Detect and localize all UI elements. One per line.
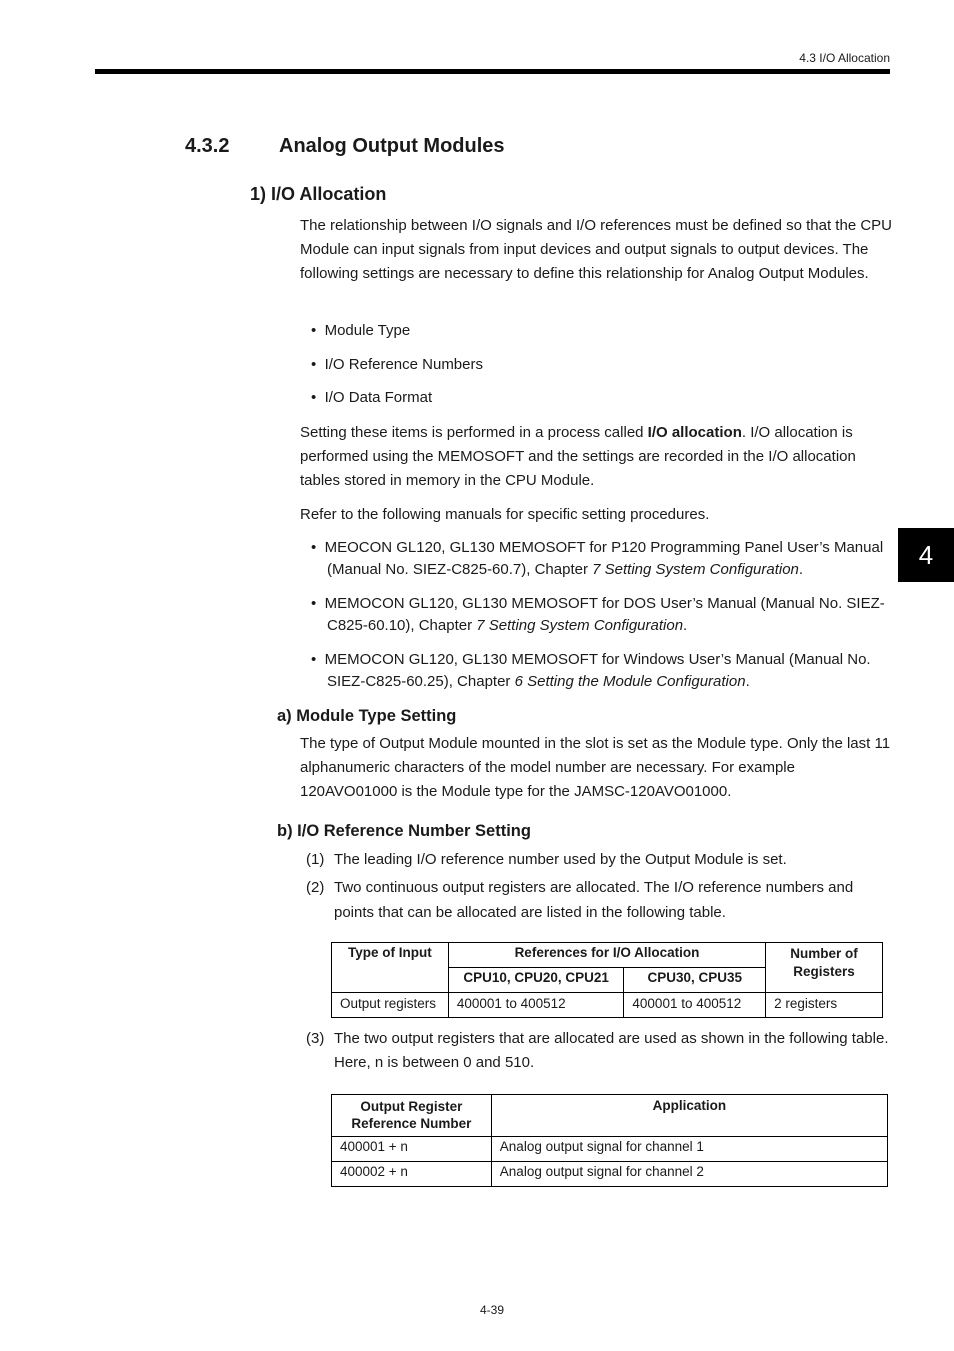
header-cpu-group-a: CPU10, CPU20, CPU21 (448, 968, 624, 993)
chapter-tab: 4 (898, 528, 954, 582)
allocation-term: I/O allocation (647, 424, 742, 441)
numbered-item: (3) The two output registers that are allocated are used as shown in the following table. Here, n is between 0 and 510. (306, 1030, 889, 1071)
manual-reference: • MEMOCON GL120, GL130 MEMOSOFT for DOS User’s Manual (Manual No. SIEZ-C825-60.10), Chapter 7 Setting System Configuration. (311, 595, 885, 634)
settings-item-label: I/O Data Format (324, 389, 433, 406)
cell-reference: 400001 + n (332, 1137, 492, 1162)
cell-reference: 400002 + n (332, 1162, 492, 1187)
section-number: 4.3.2 (185, 135, 230, 157)
page-number: 4-39 (479, 1303, 505, 1317)
module-type-paragraph: The type of Output Module mounted in the slot is set as the Module type. Only the last 11 alphanumeric characters of the model number are necessary. For example 120AVO01000 is the Module type for the JAMSC-120AVO01000. (300, 735, 891, 800)
usage-table (331, 1094, 888, 1187)
allocation-table (331, 942, 883, 1018)
subsection-heading: 1) I/O Allocation (250, 184, 387, 204)
cell-application: Analog output signal for channel 2 (491, 1162, 887, 1187)
running-head: 4.3 I/O Allocation (799, 51, 890, 65)
header-type-of-input: Type of Input (332, 943, 449, 993)
table-row (332, 993, 883, 1018)
cell-type: Output registers (332, 993, 449, 1018)
settings-list-item: • I/O Data Format (311, 389, 433, 406)
cell-cpu-a-range: 400001 to 400512 (448, 993, 624, 1018)
table-row (332, 1137, 888, 1162)
reference-number-heading: b) I/O Reference Number Setting (277, 822, 531, 840)
header-application: Application (491, 1095, 887, 1137)
manual-reference: • MEOCON GL120, GL130 MEMOSOFT for P120 Programming Panel User’s Manual (Manual No. SIEZ-C825-60.7), Chapter 7 Setting System Configuration. (311, 539, 884, 578)
intro-paragraph: The relationship between I/O signals and I/O references must be defined so that the CPU Module can input signals from input devices and output signals to output devices. The following settings are necessary to define this relationship for Analog Output Modules. (300, 217, 892, 282)
manual-reference: • MEMOCON GL120, GL130 MEMOSOFT for Windows User’s Manual (Manual No. SIEZ-C825-60.25), Chapter 6 Setting the Module Configuration. (311, 651, 871, 690)
settings-item-label: I/O Reference Numbers (324, 356, 483, 373)
module-type-heading: a) Module Type Setting (277, 707, 457, 725)
cell-register-count: 2 registers (766, 993, 883, 1018)
numbered-item: (2) Two continuous output registers are allocated. The I/O reference numbers and points that can be allocated are listed in the following table. (306, 879, 854, 921)
table-row (332, 1162, 888, 1187)
numbered-item: (1) The leading I/O reference number used by the Output Module is set. (306, 851, 787, 868)
header-reference-number: Output Register Reference Number (332, 1095, 492, 1137)
header-references: References for I/O Allocation (448, 943, 765, 968)
allocation-paragraph: Setting these items is performed in a process called I/O allocation. I/O allocation is performed using the MEMOSOFT and the settings are recorded in the I/O allocation tables stored in memory in the CPU Module. (300, 424, 856, 489)
header-number-of-registers: Number of Registers (766, 943, 883, 993)
cell-cpu-b-range: 400001 to 400512 (624, 993, 766, 1018)
header-cpu-group-b: CPU30, CPU35 (624, 968, 766, 993)
settings-item-label: Module Type (324, 322, 411, 339)
cell-application: Analog output signal for channel 1 (491, 1137, 887, 1162)
refer-paragraph: Refer to the following manuals for specific setting procedures. (300, 506, 710, 523)
settings-list-item: • Module Type (311, 322, 411, 339)
header-rule (95, 69, 890, 74)
section-title: Analog Output Modules (279, 135, 505, 157)
settings-list-item: • I/O Reference Numbers (311, 356, 483, 373)
